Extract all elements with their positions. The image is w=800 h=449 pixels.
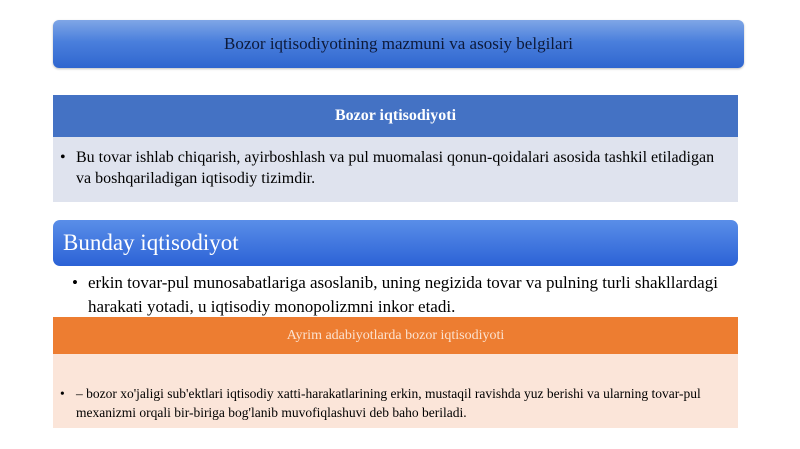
slide-title bbox=[53, 20, 744, 68]
section2-heading bbox=[53, 220, 738, 266]
section2-text: erkin tovar-pul munosabatlariga asoslanib, uning negizida tovar va pulning turli shakllardagi harakati yotadi, u iqtisodiy monopolizmni inkor etadi. bbox=[88, 273, 718, 316]
section3-heading-text: Ayrim adabiyotlarda bozor iqtisodiyoti bbox=[286, 327, 505, 343]
bullet-icon: • bbox=[60, 149, 66, 166]
section1-text: Bu tovar ishlab chiqarish, ayirboshlash va pul muomalasi qonun-qoidalari asosida tashkil etiladigan va boshqariladigan iqtisodiy tizimdir. bbox=[76, 149, 715, 187]
bullet-icon: • bbox=[60, 386, 65, 401]
section2-bullet-item bbox=[72, 271, 732, 319]
section2-heading-text: Bunday iqtisodiyot bbox=[63, 230, 239, 255]
section1-heading-text: Bozor iqtisodiyoti bbox=[334, 107, 457, 124]
section3-heading bbox=[53, 317, 738, 354]
section1-bullet-item bbox=[60, 147, 720, 189]
section3-text: – bozor xo'jaligi sub'ektlari iqtisodiy xatti-harakatlarining erkin, mustaqil ravishda yuz berishi va ularning tovar-pul mexanizmi orqali bir-biriga bog'lanib muvofiqlashuvi deb baho beriladi. bbox=[76, 386, 701, 420]
section3-bullet-item bbox=[60, 384, 730, 422]
section1-heading bbox=[53, 95, 738, 137]
slide-title-text: Bozor iqtisodiyotining mazmuni va asosiy belgilari bbox=[224, 34, 573, 53]
bullet-icon: • bbox=[72, 273, 78, 292]
